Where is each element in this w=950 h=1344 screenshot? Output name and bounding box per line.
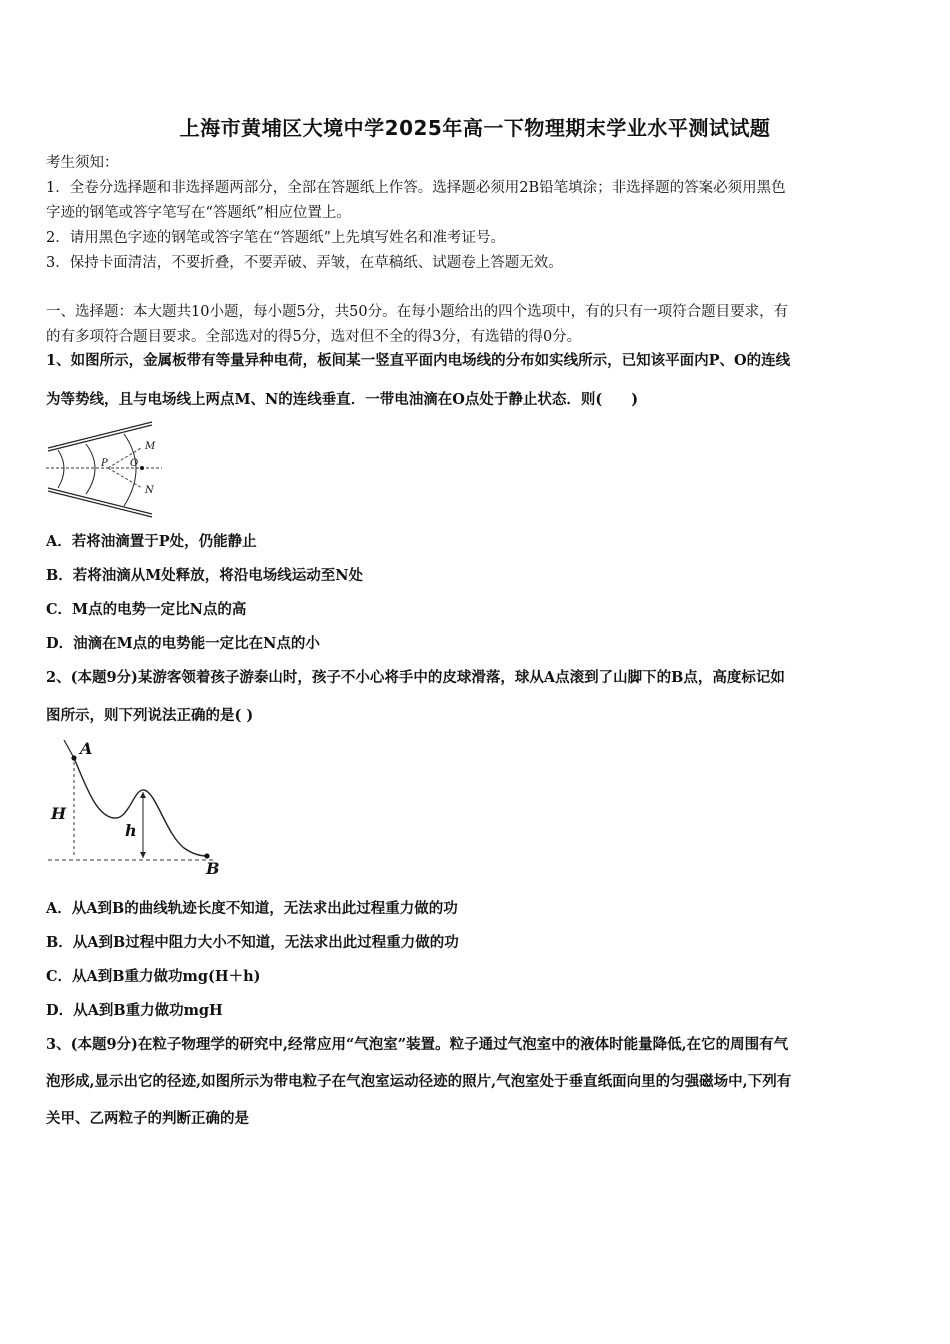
- notice-line: 字迹的钢笔或答字笔写在“答题纸”相应位置上。: [46, 205, 351, 221]
- notice-line: 1．全卷分选择题和非选择题两部分，全部在答题纸上作答。选择题必须用2B铅笔填涂；非选择题的答案必须用黑色: [46, 180, 786, 196]
- upper-plate: [48, 422, 152, 448]
- field-line: [124, 434, 139, 506]
- option-b: B．从A到B过程中阻力大小不知道，无法求出此过程重力做的功: [46, 934, 459, 951]
- arrow-up-icon: [140, 792, 146, 798]
- label-p: P: [101, 458, 108, 469]
- option-a: A．从A到B的曲线轨迹长度不知道，无法求出此过程重力做的功: [46, 900, 458, 917]
- question-3-stem: 关甲、乙两粒子的判断正确的是: [46, 1110, 249, 1127]
- slope-start: [64, 740, 74, 758]
- option-d: D．从A到B重力做功mgH: [46, 1002, 223, 1019]
- point-a: [71, 755, 76, 760]
- label-b: B: [206, 859, 220, 878]
- field-line: [86, 444, 95, 494]
- lower-plate-edge: [48, 491, 152, 517]
- electric-field-figure: [44, 418, 174, 522]
- option-c: C．从A到B重力做功mg(H＋h): [46, 968, 261, 985]
- label-a: A: [80, 739, 93, 758]
- notice-line: 2．请用黑色字迹的钢笔或答字笔在“答题纸”上先填写姓名和准考证号。: [46, 230, 506, 246]
- label-small-h: h: [125, 821, 137, 840]
- section-instructions: 的有多项符合题目要求。全部选对的得5分，选对但不全的得3分，有选错的得0分。: [46, 329, 582, 345]
- label-m: M: [145, 441, 156, 452]
- label-big-h: H: [51, 804, 67, 823]
- option-a: A．若将油滴置于P处，仍能静止: [46, 533, 257, 550]
- question-2-stem: 2、(本题9分)某游客领着孩子游泰山时，孩子不小心将手中的皮球滑落，球从A点滚到了山脚下的B点，高度标记如: [46, 669, 785, 686]
- question-3-stem: 泡形成,显示出它的径迹,如图所示为带电粒子在气泡室运动径迹的照片,气泡室处于垂直纸面向里的匀强磁场中,下列有: [46, 1073, 792, 1090]
- notice-heading: 考生须知：: [46, 155, 119, 171]
- question-1-stem: 为等势线，且与电场线上两点M、N的连线垂直．一带电油滴在O点处于静止状态．则( ): [46, 391, 639, 408]
- dashed-line-pn: [108, 468, 142, 488]
- option-d: D．油滴在M点的电势能一定比在N点的小: [46, 635, 320, 652]
- upper-plate-edge: [48, 425, 152, 451]
- hill-slope-figure: [44, 736, 229, 878]
- label-n: N: [145, 485, 154, 496]
- point-b: [204, 853, 209, 858]
- field-line: [58, 450, 64, 488]
- section-instructions: 一、选择题：本大题共10小题，每小题5分，共50分。在每小题给出的四个选项中，有的只有一项符合题目要求，有: [46, 304, 789, 320]
- option-c: C．M点的电势一定比N点的高: [46, 601, 247, 618]
- question-2-stem: 图所示，则下列说法正确的是( ): [46, 707, 254, 724]
- hill-curve: [74, 758, 207, 856]
- option-b: B．若将油滴从M处释放，将沿电场线运动至N处: [46, 567, 364, 584]
- point-o: [140, 466, 144, 470]
- page-title: 上海市黄埔区大境中学2025年高一下物理期末学业水平测试试题: [179, 116, 771, 140]
- question-3-stem: 3、(本题9分)在粒子物理学的研究中,经常应用“气泡室”装置。粒子通过气泡室中的液体时能量降低,在它的周围有气: [46, 1036, 789, 1053]
- label-o: O: [130, 458, 139, 469]
- question-1-stem: 1、如图所示，金属板带有等量异种电荷，板间某一竖直平面内电场线的分布如实线所示，已知该平面内P、O的连线: [46, 352, 791, 369]
- notice-line: 3．保持卡面清洁，不要折叠，不要弄破、弄皱，在草稿纸、试题卷上答题无效。: [46, 255, 563, 271]
- arrow-down-icon: [140, 852, 146, 858]
- lower-plate: [48, 488, 152, 514]
